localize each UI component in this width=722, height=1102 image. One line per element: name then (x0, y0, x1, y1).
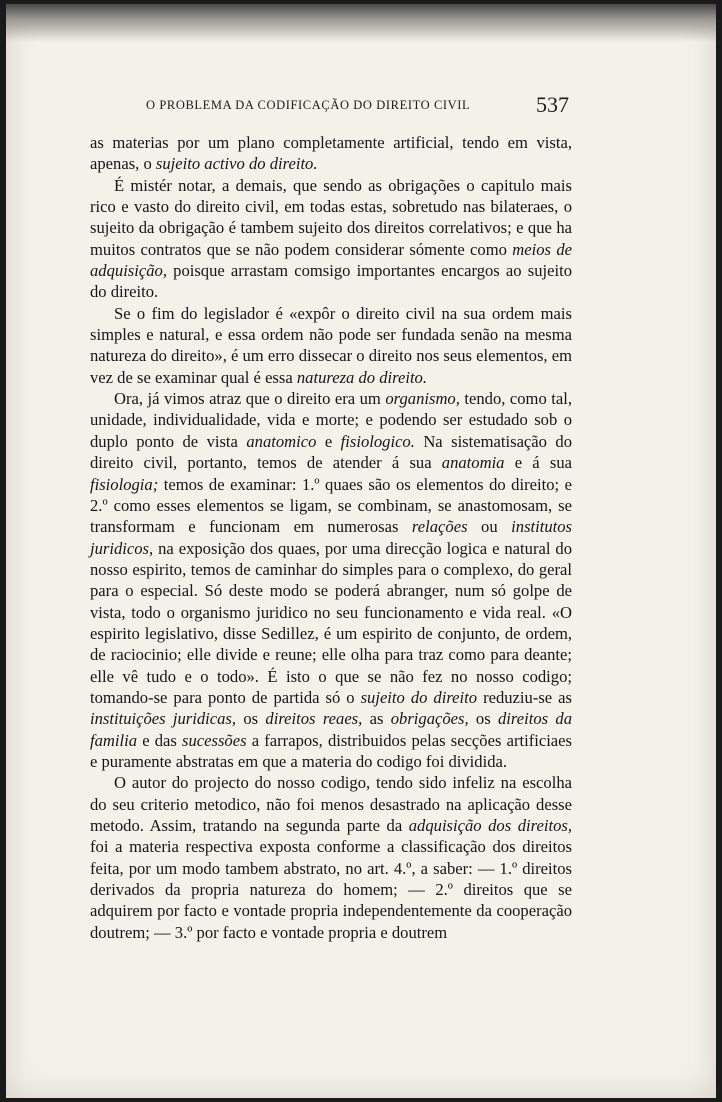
italic-run: relações (411, 517, 468, 537)
text-run: e (316, 431, 341, 451)
text-run: Ora, já vimos atraz que o direito era um (114, 389, 386, 409)
text-run: os (468, 709, 498, 729)
italic-run: sujeito activo do direito. (155, 154, 318, 174)
paragraph (90, 175, 572, 303)
text-run: e das (137, 730, 183, 750)
italic-run: fisiologico. (340, 431, 415, 451)
text-run: Na sistematisação do direito civil, portanto, temos de atender á sua (90, 431, 572, 473)
italic-run: fisiologia; (90, 474, 159, 494)
text-run: É mistér notar, a demais, que sendo as obrigações o capitulo mais rico e vasto do direito civil, em todas estas, sobretudo nas bilateraes, o sujeito da obrigação é tambem sujeito dos direitos correlativos; e que ha muitos contratos que se não podem considerar sómente como (90, 175, 572, 259)
text-run: as materias por um plano completamente artificial, tendo em vista, apenas, o (90, 133, 572, 174)
text-run: temos de examinar: 1.º quaes são os elementos do direito; e 2.º como esses elementos se ligam, se combinam, se anastomosam, se transformam e funcionam em numerosas (90, 474, 572, 537)
page-number: 537 (536, 92, 569, 117)
italic-run: organismo, (385, 389, 460, 409)
book-page (6, 4, 716, 1098)
italic-run: institutos juridicos, (90, 517, 573, 558)
text-run: as (362, 709, 391, 729)
text-run: a farrapos, distribuidos pelas secções artificiaes e puramente abstratas em que a materia do codigo foi dividida. (90, 730, 572, 771)
paragraph (90, 388, 572, 772)
italic-run: direitos da familia (90, 709, 572, 750)
italic-run: obrigações, (390, 709, 469, 729)
paragraph (90, 132, 572, 175)
text-run: e á sua (504, 453, 572, 473)
italic-run: instituições juridicas, (90, 709, 237, 729)
italic-run: sucessões (182, 730, 247, 750)
body-text (90, 132, 572, 943)
paragraph (90, 772, 572, 943)
text-run: na exposição dos quaes, por uma direcção logica e natural do nosso espirito, temos de caminhar do simples para o complexo, do geral para o especial. Só deste modo se poderá abranger, num só golpe de vista, todo o organismo juridico no seu funcionamento e vida real. «O espirito legislativo, disse Sedillez, é um espirito de conjunto, de ordem, de raciocinio; elle divide e reune; elle olha para traz como para deante; elle vê tudo e o todo». É isto o que se não fez no nosso codigo; tomando-se para ponto de partida só o (90, 538, 572, 707)
paragraph (90, 303, 572, 388)
text-run: Se o fim do legislador é «expôr o direito civil na sua ordem mais simples e natural, e essa ordem não pode ser fundada senão na mesma natureza do direito», é um erro dissecar o direito nos seus elementos, em vez de se examinar qual é essa (90, 303, 572, 387)
italic-run: natureza do direito. (296, 367, 428, 387)
page-header (6, 92, 716, 120)
running-title: O PROBLEMA DA CODIFICAÇÃO DO DIREITO CIVIL (146, 98, 471, 112)
italic-run: anatomico (246, 431, 317, 451)
italic-run: meios de adquisição, (90, 239, 573, 281)
text-run: reduziu-se as (477, 687, 572, 707)
italic-run: sujeito do direito (360, 687, 478, 707)
text-run: poisque arrastam comsigo importantes encargos ao sujeito do direito. (90, 261, 572, 302)
text-run: O autor do projecto do nosso codigo, tendo sido infeliz na escolha do seu criterio metodico, não foi menos desastrado na aplicação desse metodo. Assim, tratando na segunda parte da (90, 773, 572, 835)
text-run: os (236, 709, 266, 729)
text-run: foi a materia respectiva exposta conforme a classificação dos direitos feita, por um modo tambem abstrato, no art. 4.º, a saber: — 1.º direitos derivados da propria natureza do homem; — 2.º direitos que se adquirem por facto e vontade propria independentemente da cooperação doutrem; — 3.º por facto e vontade propria e doutrem (90, 837, 572, 942)
text-run: tendo, como tal, unidade, individualidade, vida e morte; e podendo ser estudado sob o duplo ponto de vista (90, 389, 572, 451)
italic-run: anatomia (441, 453, 505, 473)
text-run: ou (467, 517, 512, 537)
italic-run: adquisição dos direitos, (408, 816, 572, 835)
scan-shadow (6, 4, 716, 42)
italic-run: direitos reaes, (265, 709, 363, 729)
